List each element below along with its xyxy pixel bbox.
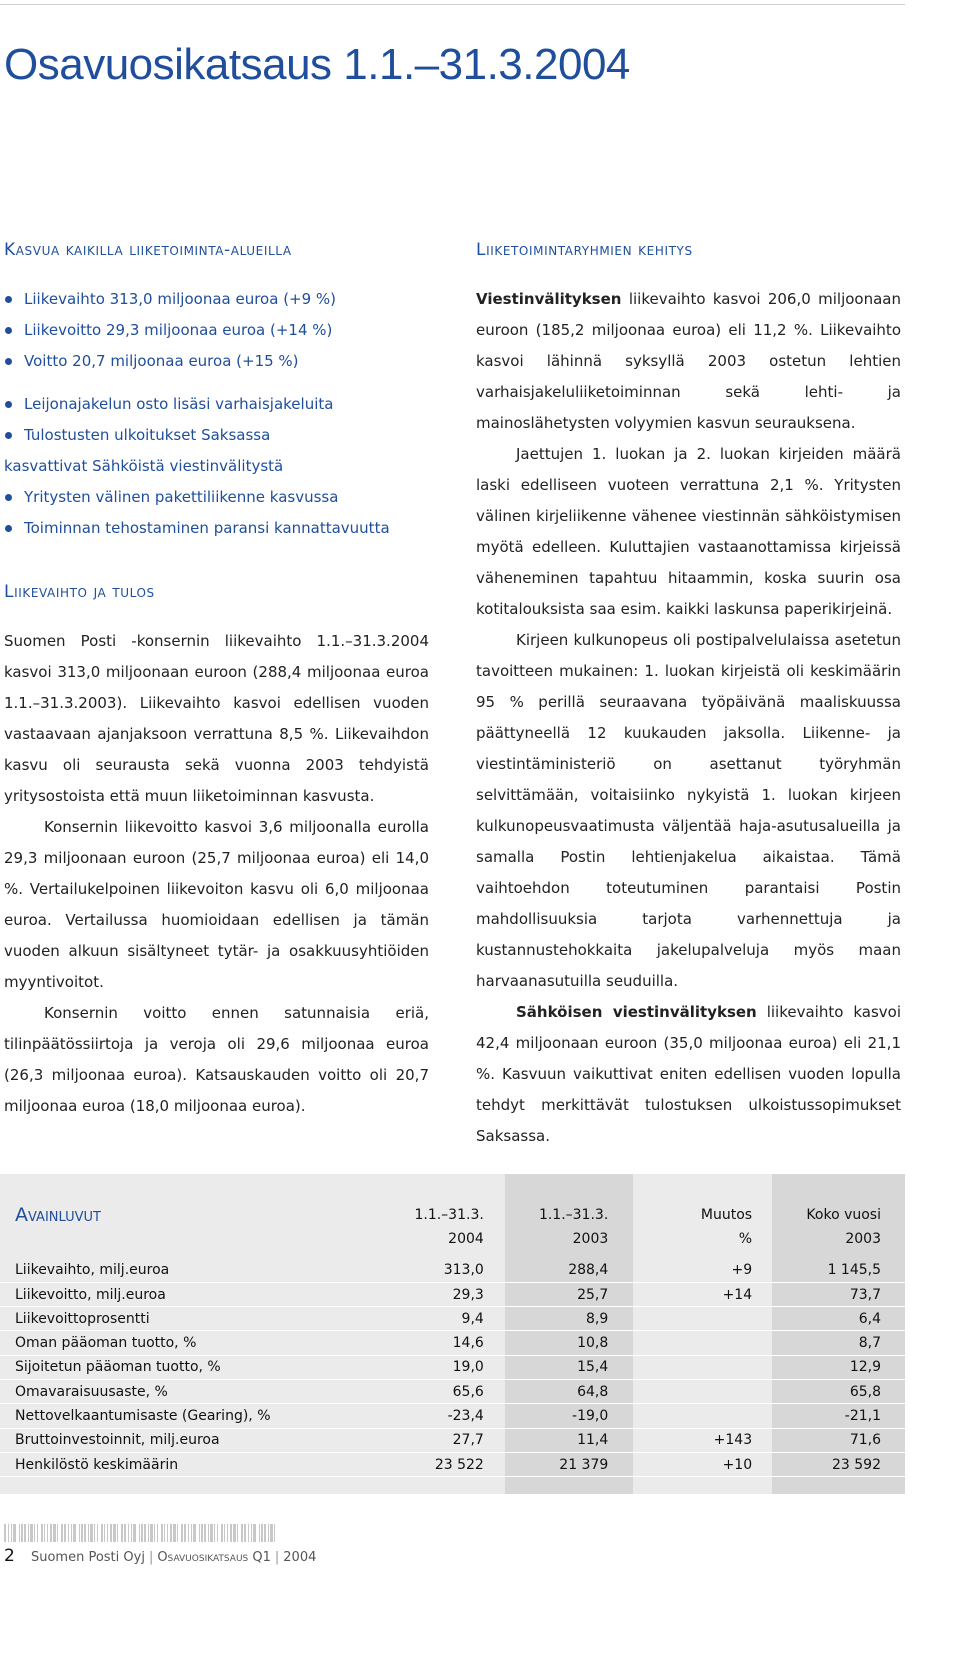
barcode-bar: [4, 1524, 6, 1542]
barcode-bar: [124, 1524, 126, 1542]
table-row: [0, 1452, 905, 1476]
table-cell: -23,4: [314, 1404, 499, 1428]
table-cell: 1 145,5: [776, 1259, 905, 1283]
barcode-bar: [90, 1524, 93, 1542]
right-column: [476, 240, 901, 1152]
barcode-bar: [224, 1524, 225, 1542]
table-cell: [623, 1355, 776, 1379]
table-cell: 19,0: [314, 1355, 499, 1379]
barcode-bar: [154, 1524, 155, 1542]
table-cell: 9,4: [314, 1307, 499, 1331]
barcode-bar: [253, 1524, 256, 1542]
list-item: Yritysten välinen pakettiliikenne kasvussa: [4, 482, 429, 513]
barcode-bar: [133, 1524, 136, 1542]
column-header: 1.1.–31.3.: [538, 1207, 609, 1224]
barcode-bar: [34, 1524, 35, 1542]
table-cell: 313,0: [314, 1259, 499, 1283]
barcode-bar: [30, 1524, 33, 1542]
body-paragraph: Konsernin liikevoitto kasvoi 3,6 miljoonalla eurolla 29,3 miljoonaan euroon (25,7 miljoonaa euroa) eli 14,0 %. Vertailukelpoinen liikevoiton kasvu oli 6,0 miljoonaa euroa. Vertailussa huomioidaan edellisen ja tämän vuoden alkuun sisältyneet tytär- ja osakkuusyhtiöiden myyntivoitot.: [4, 818, 429, 991]
barcode-bar: [61, 1524, 63, 1542]
table-cell: 23 592: [776, 1452, 905, 1476]
barcode-bar: [68, 1524, 69, 1542]
table-row: [0, 1282, 905, 1306]
barcode-bar: [107, 1524, 108, 1542]
barcode-bar: [248, 1524, 249, 1542]
column-header: %: [738, 1230, 753, 1247]
barcode-bar: [94, 1524, 95, 1542]
barcode-bar: [141, 1524, 143, 1542]
table-row: [0, 1355, 905, 1379]
barcode-bar: [244, 1524, 246, 1542]
barcode-bar: [237, 1524, 238, 1542]
barcode-bar: [199, 1524, 200, 1542]
barcode-bar: [104, 1524, 105, 1542]
table-cell: 29,3: [314, 1282, 499, 1306]
table-row: [0, 1380, 905, 1404]
barcode-bar: [21, 1524, 23, 1542]
barcode-bar: [53, 1524, 56, 1542]
column-header: 1.1.–31.3.: [414, 1207, 484, 1224]
table-cell: 64,8: [499, 1380, 623, 1404]
barcode-bar: [121, 1524, 123, 1542]
barcode-bar: [8, 1524, 9, 1542]
barcode-bar: [230, 1524, 232, 1542]
bullet-icon: [5, 296, 12, 303]
bullet-icon: [5, 494, 12, 501]
table-cell: 27,7: [314, 1428, 499, 1452]
top-rule: [0, 4, 905, 5]
barcode-bar: [148, 1524, 149, 1542]
section-heading-business-groups: Liiketoimintaryhmien kehitys: [476, 240, 693, 260]
barcode-bar: [41, 1524, 43, 1542]
table-cell: 10,8: [499, 1331, 623, 1355]
row-label: Sijoitetun pääoman tuotto, %: [0, 1355, 314, 1379]
barcode-bar: [259, 1524, 260, 1542]
page-footer: 2 Suomen Posti Oyj | Osavuosikatsaus Q1 | 2004: [4, 1546, 317, 1566]
footer-company: Suomen Posti Oyj: [30, 1550, 145, 1565]
barcode-bar: [79, 1524, 80, 1542]
body-paragraph: Sähköisen viestinvälityksen liikevaihto kasvoi 42,4 miljoonaan euroon (35,0 miljoonaa euroa) eli 21,1 %. Kasvuun vaikuttivat eniten edellisen vuoden lopulla tehdyt merkittävät tulostuksen ulkoistussopimukset Saksassa.: [476, 1003, 902, 1145]
barcode-bar: [157, 1524, 158, 1542]
barcode-bar: [57, 1524, 58, 1542]
barcode-bar: [131, 1524, 132, 1542]
body-paragraph: Jaettujen 1. luokan ja 2. luokan kirjeiden määrä laski edelliseen vuoteen verrattuna 2,1 %. Yritysten välinen kirjeliikenne vähenee viestinnän sähköistymisen myötä edelleen. Kuluttajien vastaanottamissa kirjeissä väheneminen tapahtuu hitaammin, koska suurin osa kotitalouksista saa esim. kaikki laskunsa paperikirjeinä.: [476, 445, 901, 618]
barcode-bar: [50, 1524, 52, 1542]
barcode-bar: [44, 1524, 45, 1542]
barcode-bar: [181, 1524, 183, 1542]
barcode-bar: [97, 1524, 98, 1542]
row-label: Liikevoitto, milj.euroa: [0, 1282, 314, 1306]
row-label: Nettovelkaantumisaste (Gearing), %: [0, 1404, 314, 1428]
footer-report: Osavuosikatsaus Q1: [157, 1550, 271, 1565]
barcode-bar: [81, 1524, 83, 1542]
column-header: 2004: [448, 1230, 484, 1247]
page-title: Osavuosikatsaus 1.1.–31.3.2004: [4, 40, 630, 89]
table-row: [0, 1307, 905, 1331]
barcode-bar: [13, 1524, 16, 1542]
table-row: [0, 1404, 905, 1428]
barcode-bar: [191, 1524, 192, 1542]
table-cell: 14,6: [314, 1331, 499, 1355]
barcode-bar: [164, 1524, 165, 1542]
barcode-bar: [177, 1524, 178, 1542]
barcode-bar: [268, 1524, 269, 1542]
barcode-bar: [37, 1524, 38, 1542]
table-cell: 25,7: [499, 1282, 623, 1306]
barcode-bar: [233, 1524, 236, 1542]
barcode-bar: [208, 1524, 209, 1542]
barcode-bar: [167, 1524, 168, 1542]
barcode-bar: [210, 1524, 213, 1542]
table-cell: 71,6: [776, 1428, 905, 1452]
table-cell: [623, 1307, 776, 1331]
list-item: Tulostusten ulkoitukset Saksassa kasvattivat Sähköistä viestinvälitystä: [4, 426, 284, 475]
table-cell: 6,4: [776, 1307, 905, 1331]
barcode-bar: [117, 1524, 118, 1542]
bullet-icon: [5, 432, 12, 439]
barcode-bar: [188, 1524, 189, 1542]
barcode-bar: [170, 1524, 172, 1542]
table-row: [0, 1428, 905, 1452]
list-item: Liikevoitto 29,3 miljoonaa euroa (+14 %): [4, 315, 429, 346]
barcode-bar: [128, 1524, 129, 1542]
barcode-bar: [110, 1524, 112, 1542]
barcode-bar: [201, 1524, 203, 1542]
barcode-bar: [101, 1524, 103, 1542]
barcode-bar: [214, 1524, 215, 1542]
table-cell: 288,4: [499, 1259, 623, 1283]
page-number: 2: [4, 1546, 15, 1566]
barcode-bar: [28, 1524, 29, 1542]
body-paragraph: Kirjeen kulkunopeus oli postipalvelulaissa asetetun tavoitteen mukainen: 1. luokan kirjeistä oli keskimäärin 95 % perillä seuraavana työpäivänä maaliskuussa päättyneellä 12 kuukauden jaksolla. Liikenne- ja viestintäministeriö on asettanut työryhmän selvittämään, voitaisiinko nykyistä 1. luokan kirjeen kulkunopeusvaatimusta väljentää haja-asutusalueilla ja samalla Postin lehtienjakelua aikaistaa. Tämä vaihtoehdon toteutuminen parantaisi Postin mahdollisuuksia tarjota varhennettuja ja kustannustehokkaita jakelupalveluja myös maan harvaanasutuilla seuduilla.: [476, 631, 901, 990]
footer-year: 2004: [283, 1550, 317, 1565]
barcode-bar: [264, 1524, 266, 1542]
bullet-icon: [5, 525, 12, 532]
body-paragraph: Viestinvälityksen liikevaihto kasvoi 206,0 miljoonaan euroon (185,2 miljoonaa euroa) eli 11,2 %. Liikevaihto kasvoi lähinnä syksyllä 2003 ostetun lehtien varhaisjakeluliiketoiminnan sekä lehti- ja mainoslähetysten volyymien kasvun seurauksena.: [476, 290, 901, 432]
barcode-bar: [270, 1524, 273, 1542]
column-header: 2003: [572, 1230, 609, 1247]
barcode-bar: [64, 1524, 66, 1542]
table-row: [0, 1331, 905, 1355]
barcode-bar: [24, 1524, 26, 1542]
section-heading-growth: Kasvua kaikilla liiketoiminta-alueilla: [4, 240, 292, 260]
table-cell: +14: [623, 1282, 776, 1306]
body-paragraph: Suomen Posti -konsernin liikevaihto 1.1.–31.3.2004 kasvoi 313,0 miljoonaan euroon (288,4 miljoonaa euroa 1.1.–31.3.2003). Liikevaihto kasvoi edellisen vuoden vastaavaan ajanjaksoon verrattuna 8,5 %. Liikevaihdon kasvu oli seurausta sekä vuonna 2003 tehdyistä yritysostoista että muun liiketoiminnan kasvusta.: [4, 632, 429, 805]
barcode-bar: [11, 1524, 12, 1542]
table-heading: Avainluvut: [15, 1204, 101, 1226]
barcode-bar: [150, 1524, 153, 1542]
table-cell: [623, 1331, 776, 1355]
barcode-bar: [274, 1524, 275, 1542]
row-label: Henkilöstö keskimäärin: [0, 1452, 314, 1476]
barcode-bar: [204, 1524, 206, 1542]
left-column: [4, 240, 429, 1122]
table-cell: +143: [623, 1428, 776, 1452]
barcode-bar: [113, 1524, 116, 1542]
column-header: Muutos: [700, 1207, 753, 1224]
row-label: Liikevaihto, milj.euroa: [0, 1259, 314, 1283]
barcode-bar: [139, 1524, 140, 1542]
barcode-bar: [144, 1524, 146, 1542]
row-label: Liikevoittoprosentti: [0, 1307, 314, 1331]
table-cell: 21 379: [499, 1452, 623, 1476]
barcode-bar: [161, 1524, 163, 1542]
row-label: Oman pääoman tuotto, %: [0, 1331, 314, 1355]
barcode-bar: [217, 1524, 218, 1542]
bullet-icon: [5, 401, 12, 408]
row-label: Bruttoinvestoinnit, milj.euroa: [0, 1428, 314, 1452]
barcode-bar: [251, 1524, 252, 1542]
list-item: Toiminnan tehostaminen paransi kannattavuutta: [4, 513, 429, 544]
column-header: 2003: [845, 1230, 881, 1247]
highlights-list: [4, 284, 429, 544]
barcode-bar: [184, 1524, 186, 1542]
table-cell: 15,4: [499, 1355, 623, 1379]
barcode-bar: [173, 1524, 176, 1542]
table-cell: 12,9: [776, 1355, 905, 1379]
body-paragraph: Konsernin voitto ennen satunnaisia eriä, tilinpäätössiirtoja ja veroja oli 29,6 miljoonaa euroa (26,3 miljoonaa euroa). Katsauskauden voitto oli 20,7 miljoonaa euroa (18,0 miljoonaa euroa).: [4, 1004, 429, 1115]
barcode-bar: [84, 1524, 86, 1542]
table-cell: 8,9: [499, 1307, 623, 1331]
list-item: Liikevaihto 313,0 miljoonaa euroa (+9 %): [4, 284, 429, 315]
barcode-bar: [193, 1524, 196, 1542]
barcode-bar: [71, 1524, 72, 1542]
list-item: Leijonajakelun osto lisäsi varhaisjakeluita: [4, 389, 429, 420]
table-cell: +9: [623, 1259, 776, 1283]
barcode-bar: [88, 1524, 89, 1542]
table-cell: 65,6: [314, 1380, 499, 1404]
key-figures-table: [0, 1204, 905, 1477]
table-cell: 65,8: [776, 1380, 905, 1404]
key-figures-body: [0, 1259, 905, 1477]
table-cell: -21,1: [776, 1404, 905, 1428]
barcode-bar: [47, 1524, 48, 1542]
table-cell: 11,4: [499, 1428, 623, 1452]
barcode-bar: [261, 1524, 263, 1542]
column-header: Koko vuosi: [806, 1207, 881, 1224]
table-cell: +10: [623, 1452, 776, 1476]
table-cell: [623, 1380, 776, 1404]
section-heading-revenue: Liikevaihto ja tulos: [4, 582, 155, 602]
table-cell: 23 522: [314, 1452, 499, 1476]
barcode-bar: [19, 1524, 20, 1542]
key-figures-panel: [0, 1174, 905, 1494]
barcode-bar: [241, 1524, 243, 1542]
bullet-icon: [5, 358, 12, 365]
barcode-bar: [221, 1524, 223, 1542]
barcode-icon: [4, 1524, 279, 1542]
barcode-bar: [227, 1524, 228, 1542]
table-cell: 8,7: [776, 1331, 905, 1355]
table-cell: -19,0: [499, 1404, 623, 1428]
table-cell: 73,7: [776, 1282, 905, 1306]
table-row: [0, 1259, 905, 1283]
barcode-bar: [73, 1524, 76, 1542]
row-label: Omavaraisuusaste, %: [0, 1380, 314, 1404]
bullet-icon: [5, 327, 12, 334]
list-item: Voitto 20,7 miljoonaa euroa (+15 %): [4, 346, 429, 377]
table-header-row: [0, 1204, 905, 1227]
table-cell: [623, 1404, 776, 1428]
